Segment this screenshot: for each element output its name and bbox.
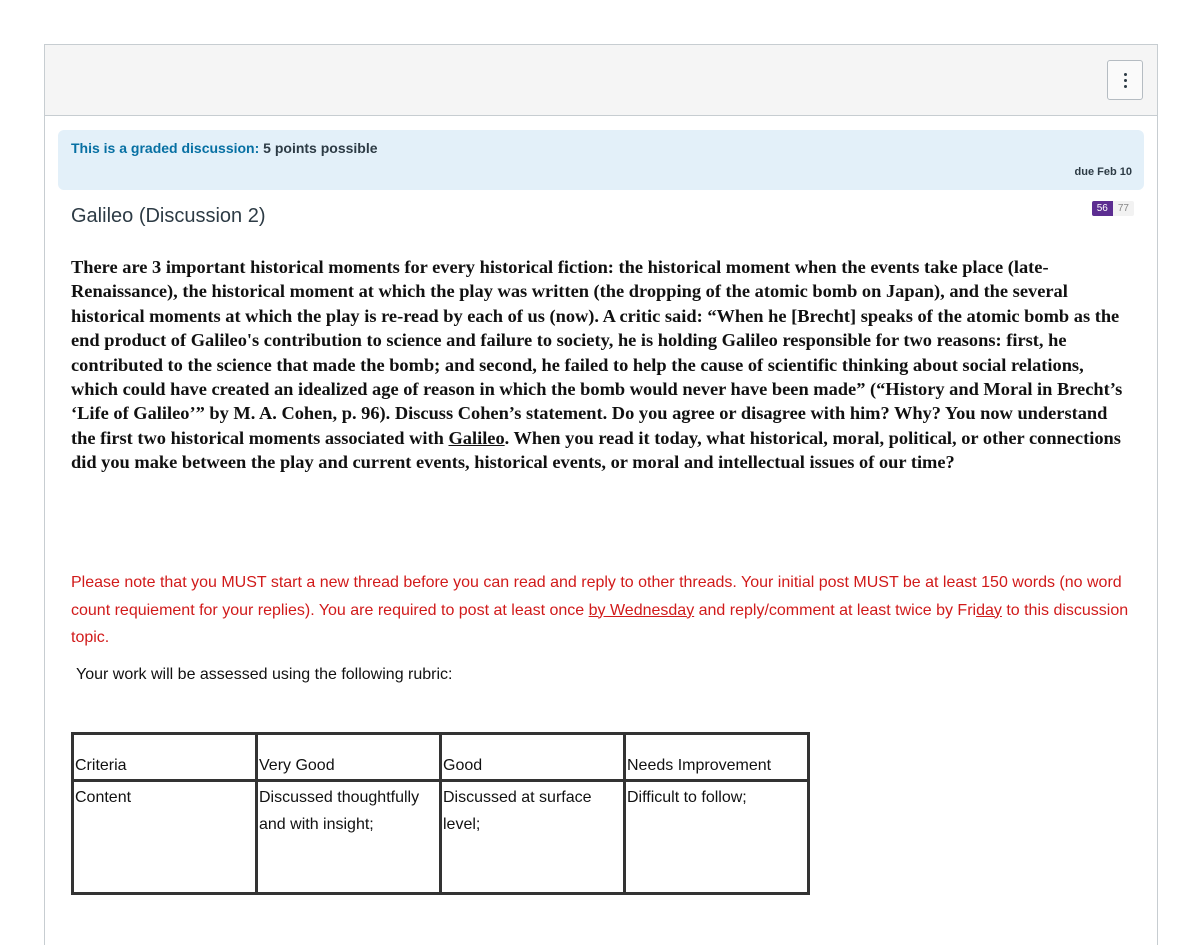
note-underline-day: day — [976, 601, 1002, 619]
discussion-frame — [44, 44, 1158, 945]
requirements-note — [71, 569, 1141, 652]
rubric-row-content — [73, 781, 809, 894]
graded-discussion-banner — [58, 130, 1144, 190]
graded-label: This is a graded discussion: — [71, 140, 260, 156]
more-options-button[interactable] — [1107, 60, 1143, 100]
rubric-header-very-good: Very Good — [257, 734, 441, 781]
rubric-intro: Your work will be assessed using the following rubric: — [76, 666, 453, 683]
prompt-text-end: . When you read it today, what historical, moral, political, or other connections did you make between the play and current events, historical events, or moral and intellectual issues of our time? — [71, 427, 1121, 473]
unread-count-badge: 56 — [1092, 201, 1113, 216]
rubric-cell-criteria: Content — [73, 781, 257, 894]
points-possible: 5 points possible — [263, 140, 378, 156]
rubric-cell-very-good: Discussed thoughtfully and with insight; — [257, 781, 441, 894]
post-count-badges — [1092, 201, 1134, 216]
prompt-text: There are 3 important historical moments for every historical fiction: the historical moment when the events take place (late-Renaissance), the historical moment at which the play was written (the dropping of the atomic bomb on Japan), and the several historical moments at which the play is re-read by each of us (now). A critic said: “When he [Brecht] speaks of the atomic bomb as the end product of Galileo's contribution to science and failure to society, he is holding Galileo responsible for two reasons: first, he contributed to the science that made the bomb; and second, he failed to help the cause of scientific thinking about social relations, which could have created an idealized age of reason in which the bomb would never have been made” (“History and Moral in Brecht’s ‘Life of Galileo’” by M. A. Cohen, p. 96). Discuss Cohen’s statement. Do you agree or disagree with him? Why? You now understand the first two historical moments associated with — [71, 257, 1123, 448]
rubric-cell-good: Discussed at surface level; — [441, 781, 625, 894]
rubric-table — [71, 732, 810, 895]
rubric-cell-needs-improvement: Difficult to follow; — [625, 781, 809, 894]
total-count-badge: 77 — [1113, 201, 1134, 216]
rubric-header-needs-improvement: Needs Improvement — [625, 734, 809, 781]
note-text-2: and reply/comment at least twice by Fri — [694, 601, 977, 619]
rubric-header-criteria: Criteria — [73, 734, 257, 781]
due-date: due Feb 10 — [1074, 166, 1132, 178]
discussion-title: Galileo (Discussion 2) — [71, 205, 266, 227]
discussion-prompt — [71, 255, 1131, 475]
discussion-toolbar — [45, 45, 1157, 116]
note-text-3: to this discussion topic. — [71, 601, 1129, 646]
rubric-header-row — [73, 734, 809, 781]
rubric-header-good: Good — [441, 734, 625, 781]
galileo-link[interactable]: Galileo — [448, 427, 505, 448]
note-underline-wednesday: by Wednesday — [588, 601, 695, 619]
note-text-1: Please note that you MUST start a new thread before you can read and reply to other threads. Your initial post MUST be at least 150 words (no word count requiement for your replies). You are required to post at least once — [71, 574, 1122, 619]
kebab-icon — [1124, 73, 1127, 88]
